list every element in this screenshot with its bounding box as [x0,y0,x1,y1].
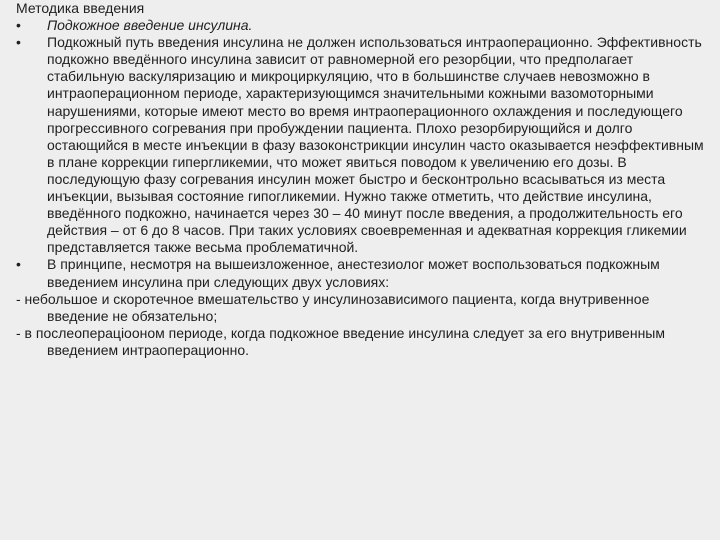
bullet-item-conditions [16,256,706,290]
bullet-item-explanation [16,34,706,256]
dash-item-short-intervention: - небольшое и скоротечное вмешательство у инсулинозависимого пациента, когда внутривенное введение не обязательно; [16,290,650,324]
bullet-item-route [16,17,706,34]
bullet-text: Подкожный путь введения инсулина не должен использоваться интраоперационно. Эффективность подкожно введённого инсулина зависит от равномерной его резорбции, что предполагает стабильную васкуляризацию и микроциркуляцию, что в большинстве случаев невозможно в интраоперационном периоде, характеризующимся значительными кожными вазомоторными нарушениями, которые имеют место во время интраоперационного охлаждения и последующего прогрессивного согревания при пробуждении пациента. Плохо резорбирующийся и долго остающийся в месте инъекции в фазу вазоконстрикции инсулин часто оказывается неэффективным в плане коррекции гипергликемии, что может явиться поводом к увеличению его дозы. В последующую фазу согревания инсулин может быстро и бесконтрольно всасываться из места инъекции, вызывая состояние гипогликемии. Нужно также отметить, что действие инсулина, введённого подкожно, начинается через 30 – 40 минут после введения, а продолжительность его действия – от 6 до 8 часов. При таких условиях своевременная и адекватная коррекция гликемии представляется также весьма проблематичной. [47,34,704,256]
bullet-marker: • [16,256,21,273]
bullet-text: В принципе, несмотря на вышеизложенное, анестезиолог может воспользоваться подкожным введением инсулина при следующих двух условиях: [47,256,660,290]
bullet-text: Подкожное введение инсулина. [47,17,253,34]
slide-heading: Методика введения [16,0,145,16]
dash-item-postoperative: - в послеопераціооном периоде, когда подкожное введение инсулина следует за его внутривенным введением интраоперационно. [16,324,665,358]
bullet-marker: • [16,34,21,51]
bullet-marker: • [16,17,21,34]
